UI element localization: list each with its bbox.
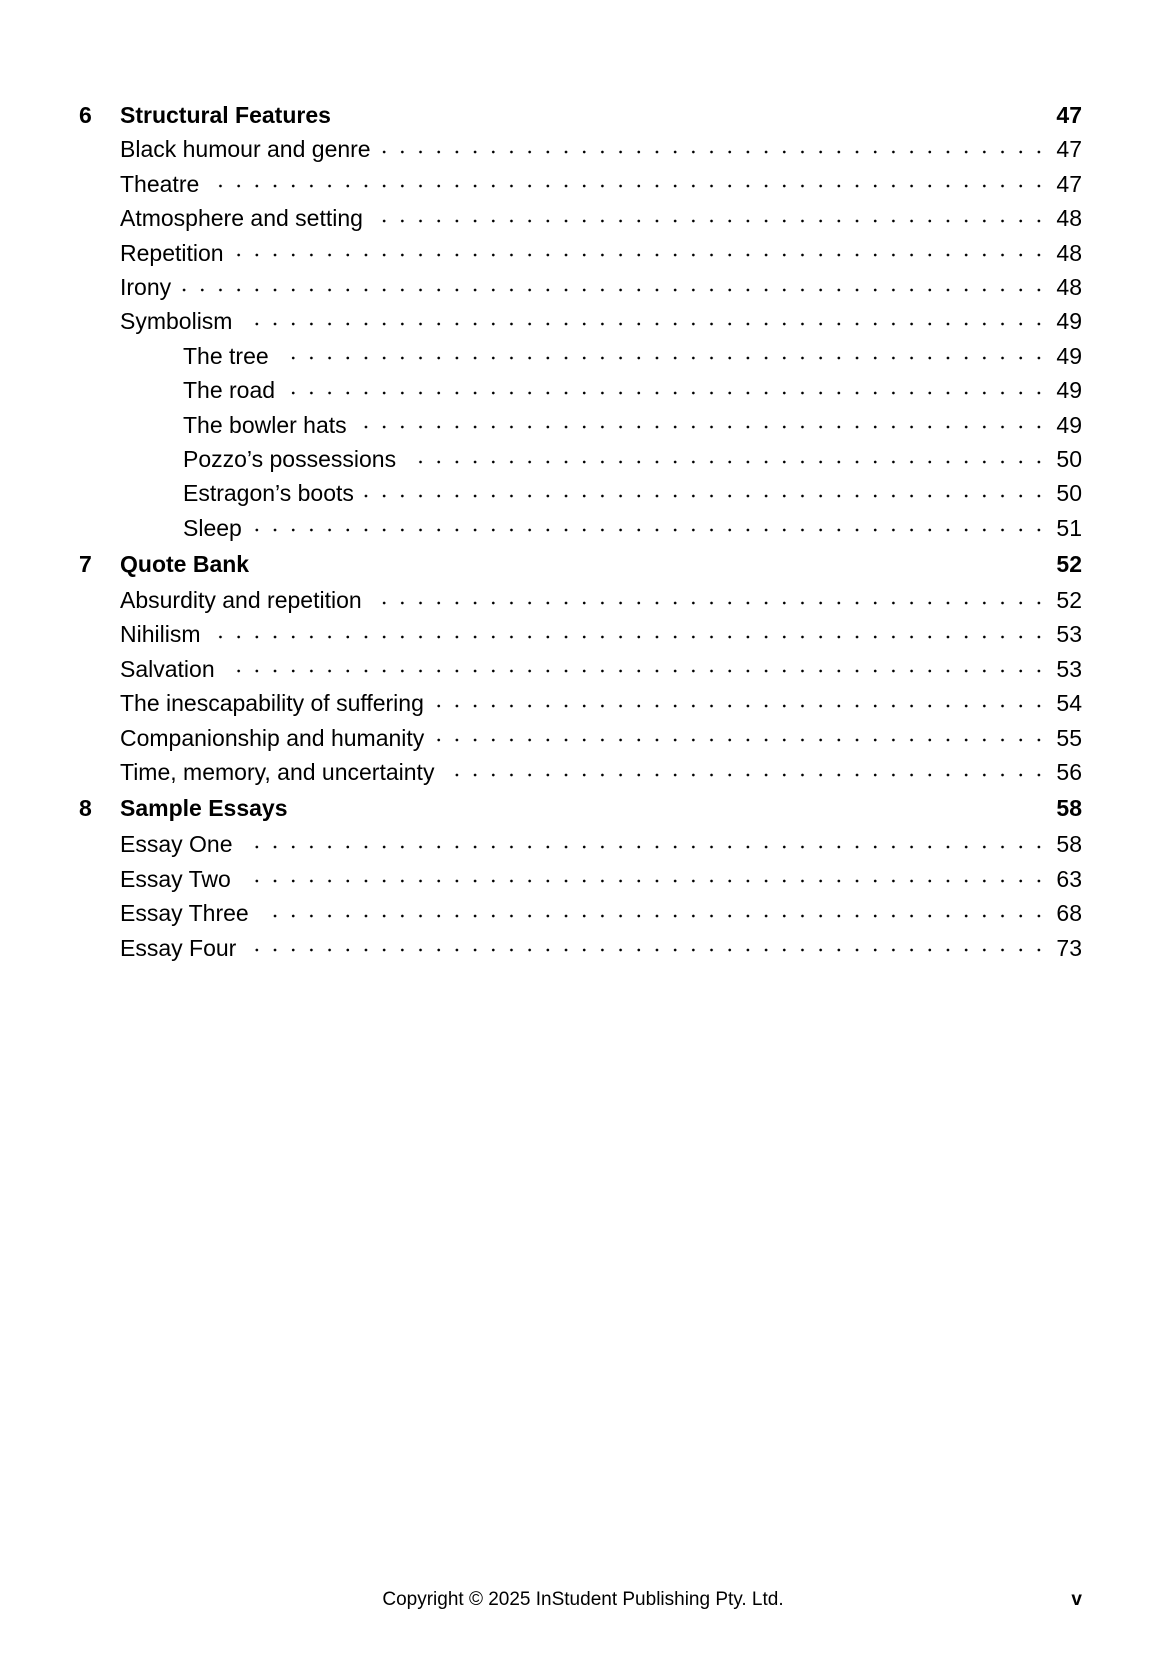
toc-entry-row[interactable] [0, 236, 1166, 270]
toc-entry-row[interactable] [0, 442, 1166, 476]
entry-title: Essay Two [120, 865, 231, 892]
entry-title: The bowler hats [183, 411, 347, 438]
entry-page-number: 48 [1056, 239, 1082, 266]
entry-title: Estragon’s boots [183, 480, 354, 507]
toc-entry-row[interactable] [0, 862, 1166, 896]
dot-leader [444, 755, 1048, 789]
toc-entry-row[interactable] [0, 167, 1166, 201]
chapter-page-number: 47 [1056, 102, 1082, 128]
dot-leader [209, 167, 1048, 201]
entry-title: Theatre [120, 170, 200, 197]
entry-page-number: 48 [1056, 273, 1082, 300]
toc-entry-row[interactable] [0, 721, 1166, 755]
chapter-page-number: 52 [1056, 551, 1082, 578]
dot-leader [364, 476, 1048, 510]
entry-title: Essay Three [120, 900, 249, 927]
dot-leader [279, 339, 1048, 373]
dot-leader [246, 931, 1048, 965]
dot-leader [211, 617, 1048, 651]
entry-title: Time, memory, and uncertainty [120, 759, 435, 786]
toc-entry-row[interactable] [0, 827, 1166, 861]
dot-leader [285, 373, 1048, 407]
entry-page-number: 53 [1056, 655, 1082, 682]
dot-leader [372, 583, 1048, 617]
dot-leader [234, 236, 1048, 270]
entry-title: Atmosphere and setting [120, 205, 363, 232]
entry-title: Irony [120, 273, 172, 300]
entry-page-number: 56 [1056, 759, 1082, 786]
entry-page-number: 48 [1056, 205, 1082, 232]
entry-title: Nihilism [120, 621, 201, 648]
toc-chapter-row[interactable] [0, 789, 1166, 827]
dot-leader [241, 862, 1048, 896]
dot-leader [259, 896, 1048, 930]
entry-page-number: 63 [1056, 865, 1082, 892]
dot-leader [225, 652, 1048, 686]
toc-entry-row[interactable] [0, 373, 1166, 407]
chapter-page-number: 58 [1056, 795, 1082, 822]
toc-entry-row[interactable] [0, 583, 1166, 617]
chapter-title: Quote Bank [120, 551, 250, 578]
toc-chapter-row[interactable] [0, 545, 1166, 583]
entry-title: Repetition [120, 239, 224, 266]
entry-page-number: 54 [1056, 690, 1082, 717]
entry-page-number: 68 [1056, 900, 1082, 927]
dot-leader [357, 408, 1048, 442]
toc-entry-row[interactable] [0, 304, 1166, 338]
toc-entry-row[interactable] [0, 132, 1166, 166]
toc-entry-row[interactable] [0, 896, 1166, 930]
entry-page-number: 55 [1056, 724, 1082, 751]
entry-page-number: 50 [1056, 480, 1082, 507]
entry-page-number: 52 [1056, 587, 1082, 614]
entry-page-number: 58 [1056, 831, 1082, 858]
page-footer [0, 1589, 1166, 1619]
chapter-number: 8 [79, 795, 92, 822]
entry-title: Sleep [183, 514, 242, 541]
dot-leader [181, 270, 1048, 304]
toc-entry-row[interactable] [0, 686, 1166, 720]
toc-entry-row[interactable] [0, 755, 1166, 789]
toc-entry-row[interactable] [0, 270, 1166, 304]
dot-leader [406, 442, 1048, 476]
dot-leader [434, 721, 1048, 755]
chapter-title: Sample Essays [120, 795, 288, 822]
toc-entry-row[interactable] [0, 476, 1166, 510]
entry-page-number: 49 [1056, 377, 1082, 404]
dot-leader [243, 827, 1048, 861]
toc-chapter-row[interactable] [0, 98, 1166, 132]
entry-page-number: 50 [1056, 445, 1082, 472]
toc-entry-row[interactable] [0, 339, 1166, 373]
table-of-contents [0, 98, 1166, 965]
entry-page-number: 47 [1056, 136, 1082, 163]
toc-entry-row[interactable] [0, 617, 1166, 651]
entry-title: Absurdity and repetition [120, 587, 362, 614]
entry-title: Essay Four [120, 934, 237, 961]
chapter-number: 7 [79, 551, 92, 578]
page-number: v [1071, 1589, 1082, 1610]
entry-page-number: 51 [1056, 514, 1082, 541]
entry-page-number: 73 [1056, 934, 1082, 961]
dot-leader [381, 132, 1048, 166]
dot-leader [434, 686, 1048, 720]
entry-title: Black humour and genre [120, 136, 371, 163]
chapter-title: Structural Features [120, 102, 331, 128]
entry-title: The road [183, 377, 276, 404]
entry-page-number: 49 [1056, 342, 1082, 369]
toc-entry-row[interactable] [0, 652, 1166, 686]
copyright-notice: Copyright © 2025 InStudent Publishing Pty. Ltd. [382, 1589, 784, 1610]
toc-entry-row[interactable] [0, 931, 1166, 965]
entry-page-number: 49 [1056, 411, 1082, 438]
dot-leader [242, 304, 1048, 338]
entry-page-number: 53 [1056, 621, 1082, 648]
entry-title: The tree [183, 342, 269, 369]
dot-leader [252, 511, 1048, 545]
entry-title: Companionship and humanity [120, 724, 425, 751]
entry-page-number: 47 [1056, 170, 1082, 197]
chapter-number: 6 [79, 102, 92, 128]
entry-title: Pozzo’s possessions [183, 445, 397, 472]
toc-entry-row[interactable] [0, 408, 1166, 442]
entry-title: The inescapability of suffering [120, 690, 424, 717]
toc-entry-row[interactable] [0, 201, 1166, 235]
dot-leader [373, 201, 1048, 235]
toc-entry-row[interactable] [0, 511, 1166, 545]
entry-title: Symbolism [120, 308, 233, 335]
entry-page-number: 49 [1056, 308, 1082, 335]
entry-title: Salvation [120, 655, 215, 682]
entry-title: Essay One [120, 831, 233, 858]
